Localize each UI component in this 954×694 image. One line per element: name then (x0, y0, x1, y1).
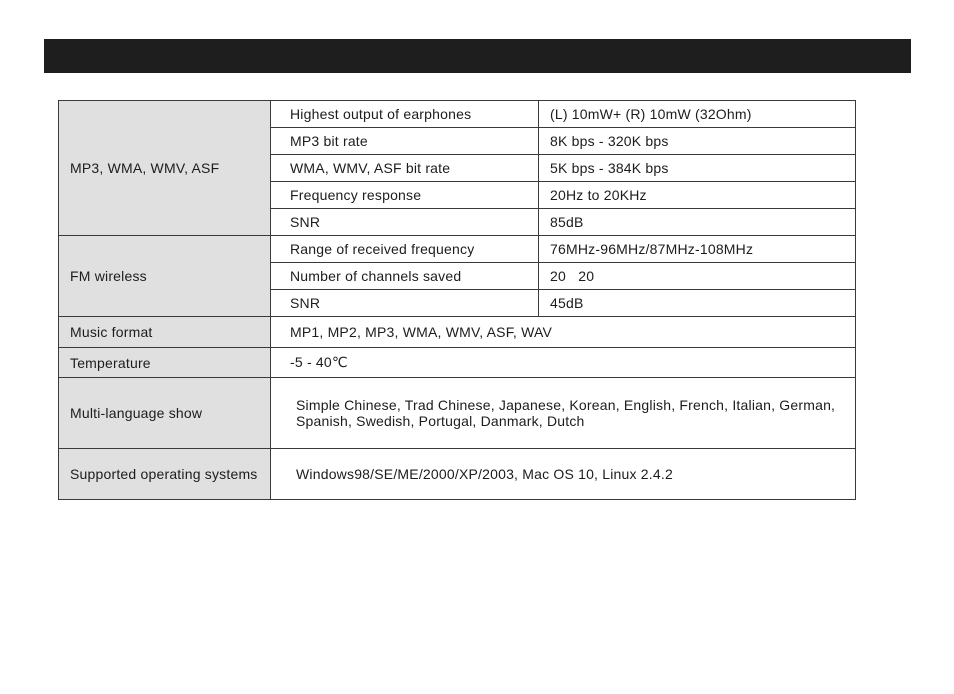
category-temperature: Temperature (59, 348, 271, 378)
value-temperature: -5 - 40℃ (271, 348, 856, 378)
param-highest-output: Highest output of earphones (271, 101, 539, 128)
param-channels-saved: Number of channels saved (271, 263, 539, 290)
param-mp3-bit-rate: MP3 bit rate (271, 128, 539, 155)
value-wma-bit-rate: 5K bps - 384K bps (539, 155, 856, 182)
table-row (59, 449, 856, 500)
category-fm-wireless: FM wireless (59, 236, 271, 317)
value-frequency-response: 20Hz to 20KHz (539, 182, 856, 209)
table-row (59, 317, 856, 348)
value-channels-saved: 20 20 (539, 263, 856, 290)
category-music-format: Music format (59, 317, 271, 348)
spec-table (58, 100, 856, 500)
value-music-format: MP1, MP2, MP3, WMA, WMV, ASF, WAV (271, 317, 856, 348)
param-wma-bit-rate: WMA, WMV, ASF bit rate (271, 155, 539, 182)
param-fm-snr: SNR (271, 290, 539, 317)
category-multi-language: Multi-language show (59, 378, 271, 449)
header-bar (44, 39, 911, 73)
table-row (59, 236, 856, 263)
table-row (59, 348, 856, 378)
value-frequency-range: 76MHz-96MHz/87MHz-108MHz (539, 236, 856, 263)
table-row (59, 101, 856, 128)
value-multi-language: Simple Chinese, Trad Chinese, Japanese, Korean, English, French, Italian, German, Spanish, Swedish, Portugal, Danmark, Dutch (271, 378, 856, 449)
param-frequency-range: Range of received frequency (271, 236, 539, 263)
table-row (59, 378, 856, 449)
value-mp3-bit-rate: 8K bps - 320K bps (539, 128, 856, 155)
category-mp3-wma-wmv-asf: MP3, WMA, WMV, ASF (59, 101, 271, 236)
param-snr: SNR (271, 209, 539, 236)
value-snr: 85dB (539, 209, 856, 236)
value-fm-snr: 45dB (539, 290, 856, 317)
value-highest-output: (L) 10mW+ (R) 10mW (32Ohm) (539, 101, 856, 128)
value-operating-systems: Windows98/SE/ME/2000/XP/2003, Mac OS 10, Linux 2.4.2 (271, 449, 856, 500)
category-operating-systems: Supported operating systems (59, 449, 271, 500)
param-frequency-response: Frequency response (271, 182, 539, 209)
